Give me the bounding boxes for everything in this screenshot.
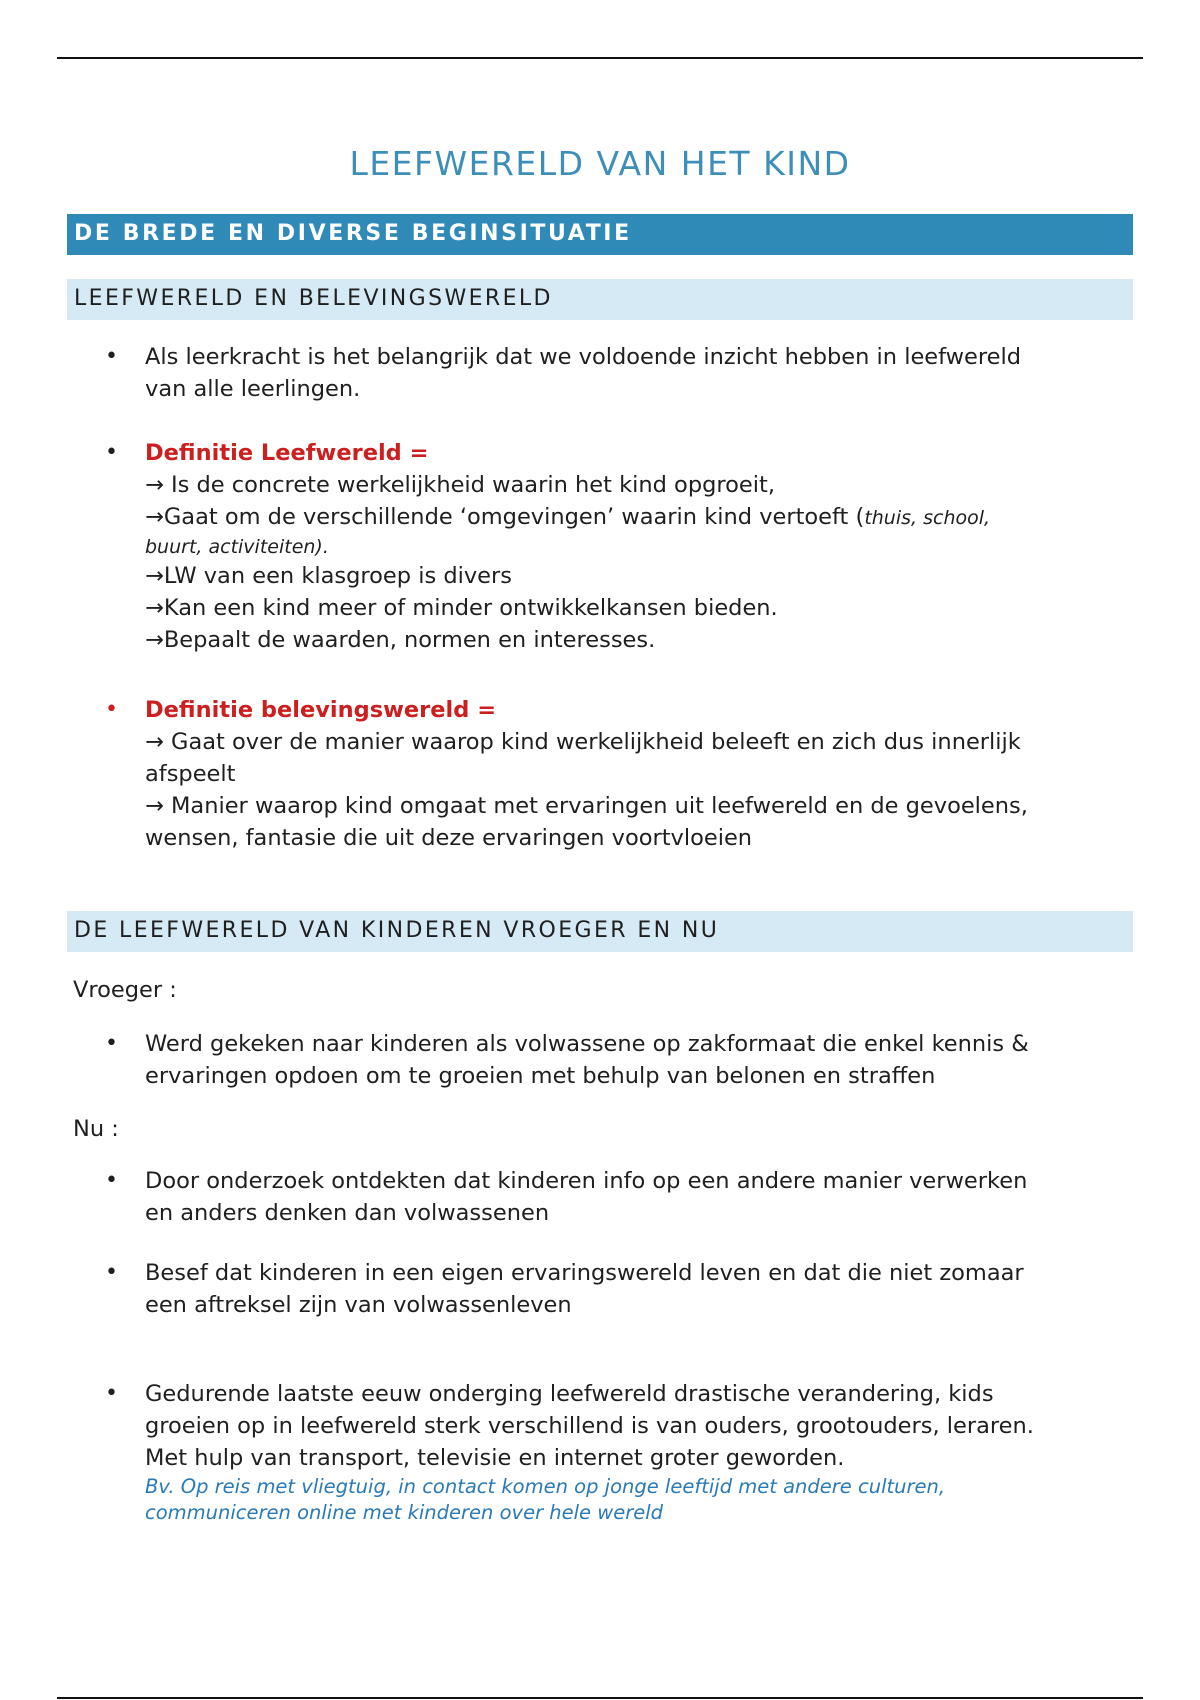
definition-line: → Is de concrete werkelijkheid waarin het kind opgroeit,	[145, 472, 775, 498]
bullet-text-line: Werd gekeken naar kinderen als volwassene op zakformaat die enkel kennis &	[145, 1031, 1029, 1057]
heading-beginsituatie: DE BREDE EN DIVERSE BEGINSITUATIE	[67, 214, 1133, 255]
definition-label: Definitie Leefwereld =	[145, 440, 429, 466]
heading-vroeger-en-nu: DE LEEFWERELD VAN KINDEREN VROEGER EN NU	[67, 911, 1133, 952]
bullet-dot: •	[105, 440, 118, 465]
definition-label: Definitie belevingswereld =	[145, 697, 497, 723]
definition-line: wensen, fantasie die uit deze ervaringen voortvloeien	[145, 825, 753, 851]
heading-leefwereld-belevingswereld: LEEFWERELD EN BELEVINGSWERELD	[67, 279, 1133, 320]
definition-line-part: →Gaat om de verschillende ‘omgevingen’ waarin kind vertoeft (	[145, 504, 865, 530]
definition-line: →LW van een klasgroep is divers	[145, 563, 512, 589]
top-rule	[57, 57, 1143, 59]
bullet-dot: •	[105, 1381, 118, 1406]
bullet-dot: •	[105, 344, 118, 369]
bullet-dot: •	[105, 1168, 118, 1193]
definition-line: →Kan een kind meer of minder ontwikkelkansen bieden.	[145, 595, 778, 621]
bullet-nu-besef	[67, 1257, 1133, 1321]
bullet-text-line: Met hulp van transport, televisie en internet groter geworden.	[145, 1445, 845, 1471]
bullet-text-line: Door onderzoek ontdekten dat kinderen info op een andere manier verwerken	[145, 1168, 1028, 1194]
bullet-nu-verandering	[67, 1378, 1133, 1526]
document-title: LEEFWERELD VAN HET KIND	[349, 144, 851, 183]
definition-line	[145, 501, 1133, 534]
example-text-line: Bv. Op reis met vliegtuig, in contact komen op jonge leeftijd met andere culturen,	[145, 1475, 946, 1498]
definition-line: →Bepaalt de waarden, normen en interesses.	[145, 627, 656, 653]
bullet-dot: •	[105, 1031, 118, 1056]
label-nu: Nu :	[73, 1116, 119, 1142]
definition-line: afspeelt	[145, 761, 236, 787]
definition-note-line: buurt, activiteiten).	[145, 536, 329, 558]
bullet-nu-onderzoek	[67, 1165, 1133, 1229]
definition-note: thuis, school,	[864, 507, 991, 529]
bullet-text-line: groeien op in leefwereld sterk verschillend is van ouders, grootouders, leraren.	[145, 1413, 1034, 1439]
bullet-definitie-leefwereld	[67, 437, 1133, 656]
bullet-text-line: Als leerkracht is het belangrijk dat we voldoende inzicht hebben in leefwereld	[145, 344, 1022, 370]
example-text-line: communiceren online met kinderen over hele wereld	[145, 1501, 664, 1524]
bullet-vroeger	[67, 1028, 1133, 1092]
bottom-rule	[57, 1697, 1143, 1699]
bullet-text-line: ervaringen opdoen om te groeien met behulp van belonen en straffen	[145, 1063, 936, 1089]
bullet-text-line: en anders denken dan volwassenen	[145, 1200, 550, 1226]
bullet-dot: •	[105, 1260, 118, 1285]
definition-line: → Gaat over de manier waarop kind werkelijkheid beleeft en zich dus innerlijk	[145, 729, 1021, 755]
bullet-dot: •	[105, 697, 118, 722]
definition-line: → Manier waarop kind omgaat met ervaringen uit leefwereld en de gevoelens,	[145, 793, 1028, 819]
bullet-inzicht	[67, 341, 1133, 405]
bullet-text-line: van alle leerlingen.	[145, 376, 361, 402]
label-vroeger: Vroeger :	[73, 977, 177, 1003]
bullet-text-line: een aftreksel zijn van volwassenleven	[145, 1292, 572, 1318]
bullet-text-line: Gedurende laatste eeuw onderging leefwereld drastische verandering, kids	[145, 1381, 994, 1407]
bullet-definitie-belevingswereld	[67, 694, 1133, 854]
bullet-text-line: Besef dat kinderen in een eigen ervaringswereld leven en dat die niet zomaar	[145, 1260, 1024, 1286]
